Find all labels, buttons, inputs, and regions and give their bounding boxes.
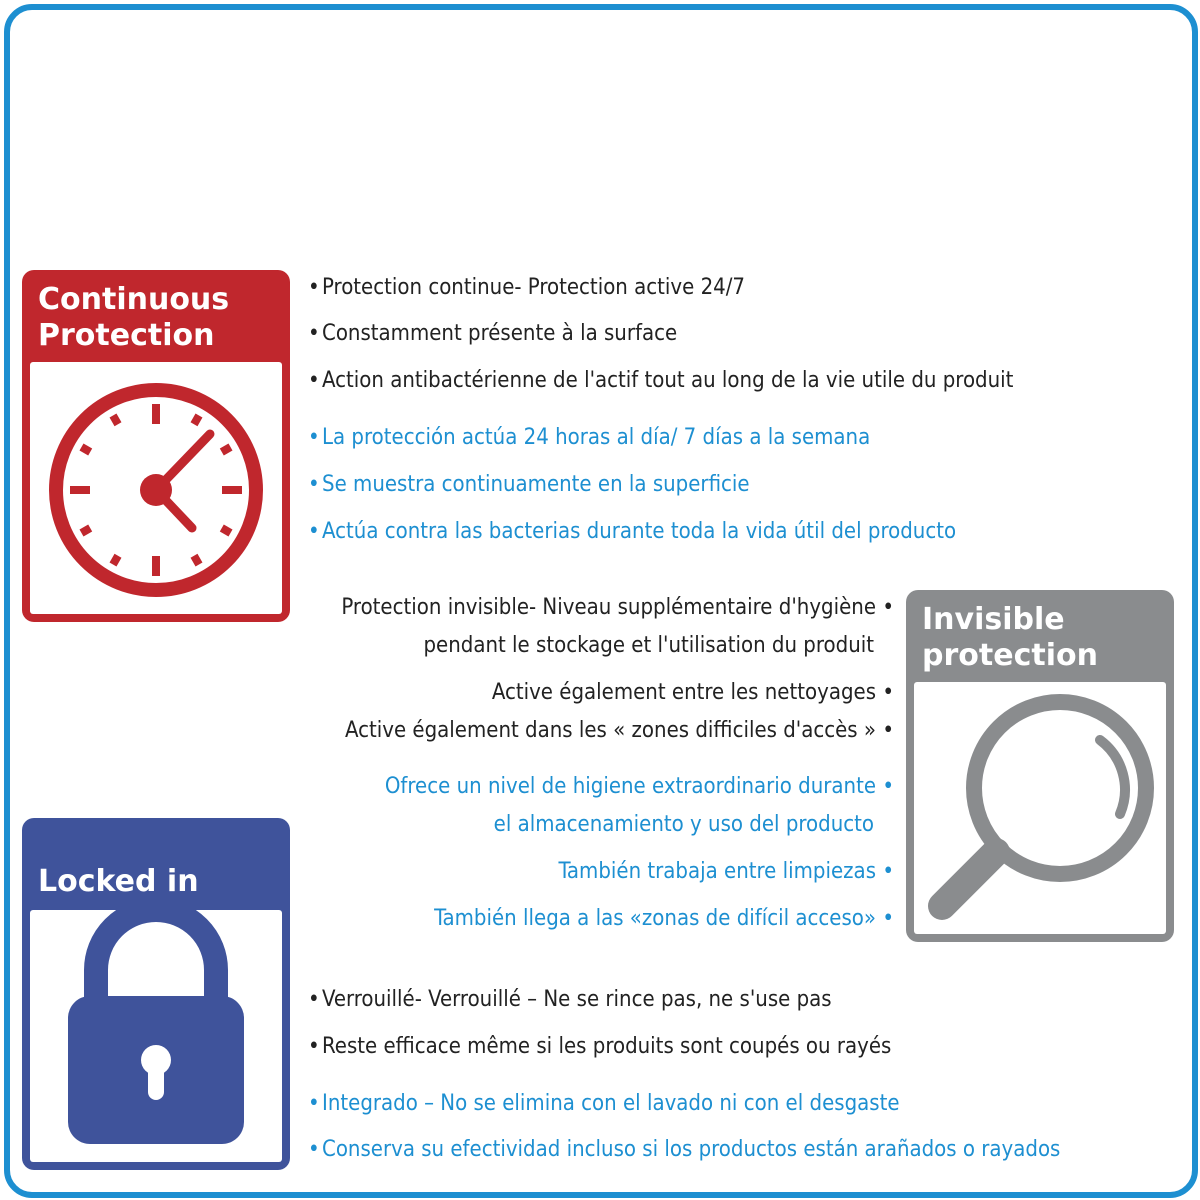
- locked-in-title: Locked in: [38, 864, 199, 899]
- list-item: • Conserva su efectividad incluso si los productos están arañados o rayados: [308, 1137, 1061, 1162]
- list-item: • Protection continue- Protection active 24/7: [308, 275, 746, 300]
- list-item: • Se muestra continuamente en la superficie: [308, 472, 750, 497]
- list-item: el almacenamiento y uso del producto: [493, 812, 874, 837]
- list-item: • Reste efficace même si les produits sont coupés ou rayés: [308, 1034, 892, 1059]
- list-item: • Action antibactérienne de l'actif tout au long de la vie utile du produit: [308, 368, 1014, 393]
- clock-icon: [30, 362, 282, 614]
- invisible-protection-title: Invisible protection: [922, 602, 1098, 673]
- list-item: pendant le stockage et l'utilisation du produit: [423, 633, 874, 658]
- list-item: • Verrouillé- Verrouillé – Ne se rince pas, ne s'use pas: [308, 987, 832, 1012]
- list-item: Protection invisible- Niveau supplémentaire d'hygiène •: [341, 595, 894, 620]
- padlock-panel: [30, 910, 282, 1162]
- continuous-protection-badge: [22, 270, 290, 622]
- magnifier-icon: [914, 682, 1166, 934]
- locked-in-badge: [22, 818, 290, 1170]
- list-item: • Integrado – No se elimina con el lavado ni con el desgaste: [308, 1091, 900, 1116]
- list-item: Active également entre les nettoyages •: [491, 680, 894, 705]
- magnifier-panel: [914, 682, 1166, 934]
- list-item: Active également dans les « zones difficiles d'accès » •: [344, 718, 894, 743]
- list-item: • Constamment présente à la surface: [308, 321, 678, 346]
- list-item: • Actúa contra las bacterias durante toda la vida útil del producto: [308, 519, 957, 544]
- list-item: • La protección actúa 24 horas al día/ 7 días a la semana: [308, 425, 871, 450]
- padlock-icon: [30, 910, 282, 1162]
- continuous-protection-title: Continuous Protection: [38, 282, 230, 353]
- invisible-protection-badge: [906, 590, 1174, 942]
- clock-panel: [30, 362, 282, 614]
- list-item: También llega a las «zonas de difícil acceso» •: [434, 906, 894, 931]
- list-item: Ofrece un nivel de higiene extraordinario durante •: [384, 774, 894, 799]
- list-item: También trabaja entre limpiezas •: [558, 859, 894, 884]
